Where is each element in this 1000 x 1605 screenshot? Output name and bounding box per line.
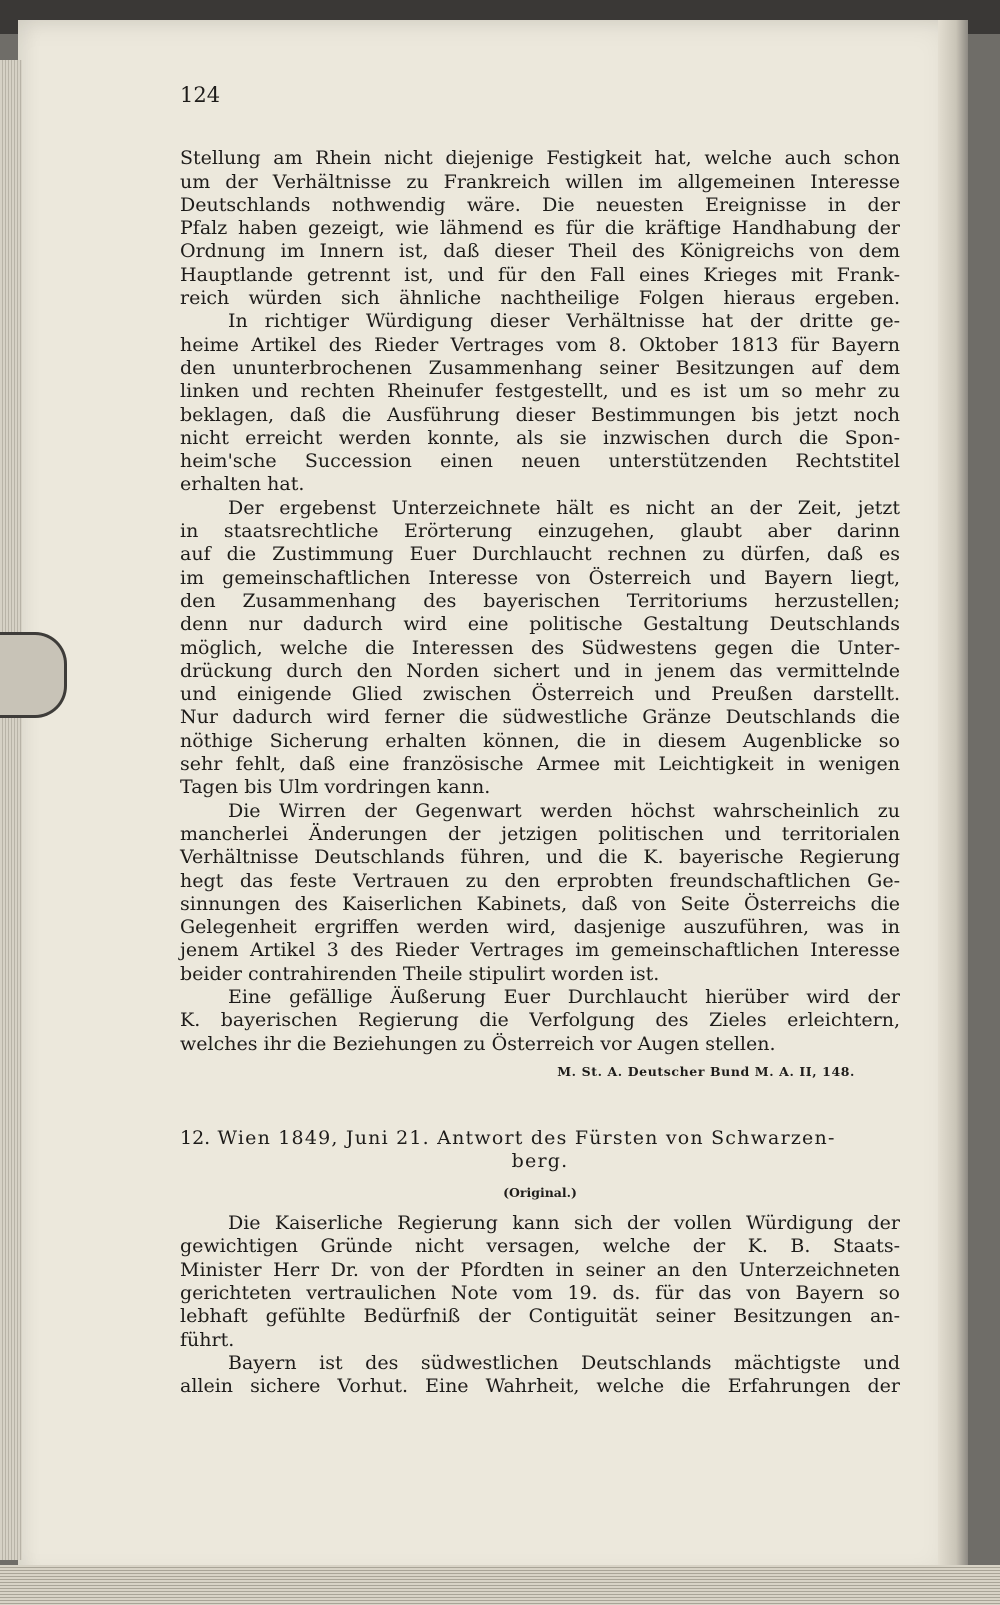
page-number: 124 — [180, 83, 221, 107]
text-line: um der Verhältnisse zu Frankreich willen im allgemeinen Interesse — [180, 170, 900, 193]
text-line: Bayern ist des südwestlichen Deutschlands mächtigste und — [228, 1351, 900, 1374]
text-line: Minister Herr Dr. von der Pfordten in seiner an den Unterzeichneten — [180, 1258, 900, 1281]
text-line: welches ihr die Beziehungen zu Österreich vor Augen stellen. — [180, 1032, 776, 1055]
bookmark-clip — [0, 632, 67, 718]
text-line: denn nur dadurch wird eine politische Gestaltung Deutschlands — [180, 613, 900, 636]
page-stack-left — [0, 60, 22, 1560]
text-line: im gemeinschaftlichen Interesse von Österreich und Bayern liegt, — [180, 566, 900, 589]
text-line: Ordnung im Innern ist, daß dieser Theil des Königreichs von dem — [180, 240, 900, 263]
text-line: heime Artikel des Rieder Vertrages vom 8. Oktober 1813 für Bayern — [180, 333, 900, 356]
text-line: mancherlei Änderungen der jetzigen politischen und territorialen — [180, 822, 900, 845]
page-content — [180, 84, 900, 1398]
text-line: Tagen bis Ulm vordringen kann. — [180, 776, 491, 799]
text-line: Gelegenheit ergriffen werden wird, dasjenige auszuführen, was in — [180, 916, 900, 939]
text-line: erhalten hat. — [180, 473, 305, 496]
text-line: Die Wirren der Gegenwart werden höchst wahrscheinlich zu — [228, 799, 900, 822]
text-line: jenem Artikel 3 des Rieder Vertrages im gemeinschaftlichen Interesse — [180, 939, 900, 962]
text-line: den ununterbrochenen Zusammenhang seiner Besitzungen auf dem — [180, 356, 900, 379]
text-line: sinnungen des Kaiserlichen Kabinets, daß von Seite Österreichs die — [180, 892, 900, 915]
text-line: reich würden sich ähnliche nachtheilige Folgen hieraus ergeben. — [180, 287, 900, 310]
archive-source-reference: M. St. A. Deutscher Bund M. A. II, 148. — [557, 1063, 855, 1079]
paragraph-2 — [180, 310, 900, 496]
text-line: hegt das feste Vertrauen zu den erprobten freundschaftlichen Ge- — [180, 869, 900, 892]
document-number: 12. — [180, 1127, 211, 1150]
paragraph-4 — [180, 800, 900, 986]
text-line: auf die Zustimmung Euer Durchlaucht rechnen zu dürfen, daß es — [180, 543, 900, 566]
text-line: K. bayerischen Regierung die Verfolgung des Zieles erleichtern, — [180, 1009, 900, 1032]
text-line: Nur dadurch wird ferner die südwestliche Gränze Deutschlands die — [180, 706, 900, 729]
text-line: möglich, welche die Interessen des Südwestens gegen die Unter- — [180, 636, 900, 659]
text-line: nöthige Sicherung erhalten können, die in diesem Augenblicke so — [180, 729, 900, 752]
paragraph-6 — [180, 1212, 900, 1352]
page-gutter-right — [938, 20, 968, 1580]
document-heading — [180, 1127, 900, 1150]
text-line: allein sichere Vorhut. Eine Wahrheit, welche die Erfahrungen der — [180, 1375, 900, 1398]
text-line: Eine gefällige Äußerung Euer Durchlaucht hierüber wird der — [228, 985, 900, 1008]
text-line: gewichtigen Gründe nicht versagen, welche der K. B. Staats- — [180, 1235, 900, 1258]
page-stack-bottom — [0, 1565, 1000, 1605]
text-line: Der ergebenst Unterzeichnete hält es nicht an der Zeit, jetzt — [228, 496, 900, 519]
paragraph-3 — [180, 497, 900, 800]
text-line: Deutschlands nothwendig wäre. Die neuesten Ereignisse in der — [180, 193, 900, 216]
document-note: (Original.) — [503, 1184, 577, 1200]
text-line: drückung durch den Norden sichert und in jenem das vermittelnde — [180, 659, 900, 682]
text-line: gerichteten vertraulichen Note vom 19. ds. für das von Bayern so — [180, 1281, 900, 1304]
text-line: Pfalz haben gezeigt, wie lähmend es für die kräftige Handhabung der — [180, 217, 900, 240]
text-line: beklagen, daß die Ausführung dieser Bestimmungen bis jetzt noch — [180, 403, 900, 426]
text-line: linken und rechten Rheinufer festgestellt, und es ist um so mehr zu — [180, 380, 900, 403]
document-title: Antwort des Fürsten von Schwarzen- — [437, 1127, 836, 1150]
text-line: nicht erreicht werden konnte, als sie inzwischen durch die Spon- — [180, 426, 900, 449]
text-line: und einigende Glied zwischen Österreich und Preußen darstellt. — [180, 683, 900, 706]
text-line: lebhaft gefühlte Bedürfniß der Contiguität seiner Besitzungen an- — [180, 1305, 900, 1328]
text-line: beider contrahirenden Theile stipulirt worden ist. — [180, 962, 660, 985]
text-line: führt. — [180, 1328, 235, 1351]
paragraph-7 — [180, 1352, 900, 1399]
document-title-continuation: berg. — [511, 1150, 569, 1173]
text-line: Stellung am Rhein nicht diejenige Festigkeit hat, welche auch schon — [180, 147, 900, 170]
text-line: heim'sche Succession einen neuen unterstützenden Rechtstitel — [180, 450, 900, 473]
text-line: in staatsrechtliche Erörterung einzugehen, glaubt aber darinn — [180, 520, 900, 543]
text-line: Die Kaiserliche Regierung kann sich der vollen Würdigung der — [228, 1212, 900, 1235]
paragraph-5 — [180, 986, 900, 1056]
text-line: In richtiger Würdigung dieser Verhältnisse hat der dritte ge- — [228, 310, 900, 333]
text-line: den Zusammenhang des bayerischen Territoriums herzustellen; — [180, 589, 900, 612]
text-line: sehr fehlt, daß eine französische Armee mit Leichtigkeit in wenigen — [180, 753, 900, 776]
paragraph-1 — [180, 147, 900, 310]
text-line: Hauptlande getrennt ist, und für den Fall eines Krieges mit Frank- — [180, 263, 900, 286]
document-place-date: Wien 1849, Juni 21. — [217, 1127, 430, 1150]
text-line: Verhältnisse Deutschlands führen, und die K. bayerische Regierung — [180, 846, 900, 869]
